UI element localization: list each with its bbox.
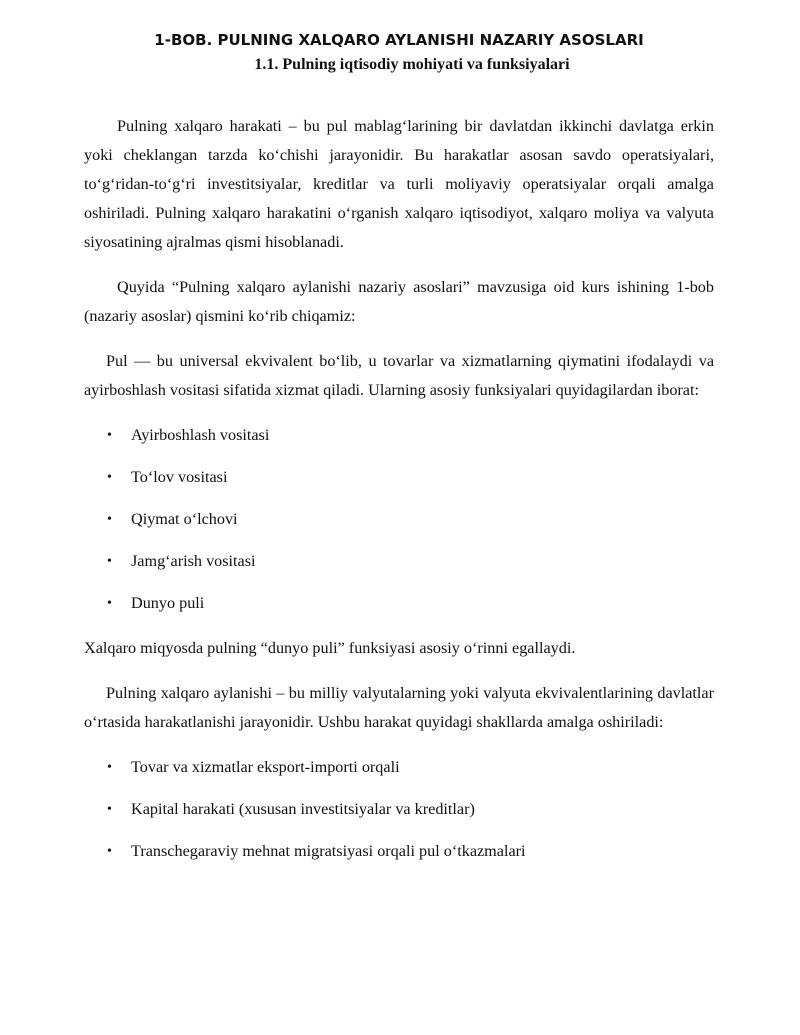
list-item-text: Jamg‘arish vositasi [131, 552, 256, 570]
list-item [84, 837, 714, 866]
bullet-icon: • [107, 470, 112, 485]
list-item [84, 547, 714, 576]
list-item-text: Dunyo puli [131, 594, 205, 612]
section-title: 1.1. Pulning iqtisodiy mohiyati va funksiyalari [254, 56, 570, 73]
bullet-icon: • [107, 512, 112, 527]
functions-list [84, 421, 714, 618]
bullet-icon: • [107, 760, 112, 775]
paragraph-overview: Quyida “Pulning xalqaro aylanishi nazariy asoslari” mavzusiga oid kurs ishining 1-bob (nazariy asoslar) qismini ko‘rib chiqamiz: [84, 278, 714, 325]
bullet-icon: • [107, 428, 112, 443]
list-item-text: Ayirboshlash vositasi [131, 426, 270, 444]
list-item-text: Tovar va xizmatlar eksport-importi orqali [131, 758, 400, 776]
paragraph-circulation: Pulning xalqaro aylanishi – bu milliy valyutalarning yoki valyuta ekvivalentlarining davlatlar o‘rtasida harakatlanishi jarayonidir. Ushbu harakat quyidagi shakllarda amalga oshiriladi: [84, 684, 714, 731]
bullet-icon: • [107, 596, 112, 611]
list-item [84, 795, 714, 824]
bullet-icon: • [107, 554, 112, 569]
paragraph-money-definition: Pul — bu universal ekvivalent bo‘lib, u tovarlar va xizmatlarning qiymatini ifodalaydi va ayirboshlash vositasi sifatida xizmat qiladi. Ularning asosiy funksiyalari quyidagilardan iborat: [84, 352, 714, 399]
forms-list [84, 753, 714, 866]
list-item [84, 421, 714, 450]
list-item-text: Transchegaraviy mehnat migratsiyasi orqali pul o‘tkazmalari [131, 842, 526, 860]
list-item [84, 589, 714, 618]
list-item-text: To‘lov vositasi [131, 468, 228, 486]
list-item [84, 505, 714, 534]
list-item-text: Kapital harakati (xususan investitsiyalar va kreditlar) [131, 800, 475, 818]
paragraph-intro: Pulning xalqaro harakati – bu pul mablag‘larining bir davlatdan ikkinchi davlatga erkin yoki cheklangan tarzda ko‘chishi jarayonidir. Bu harakatlar asosan savdo operatsiyalari, to‘g‘ridan-to‘g‘ri investitsiyalar, kreditlar va turli moliyaviy operatsiyalar orqali amalga oshiriladi. Pulning xalqaro harakatini o‘rganish xalqaro iqtisodiyot, xalqaro moliya va valyuta siyosatining ajralmas qismi hisoblanadi. [84, 117, 714, 251]
bullet-icon: • [107, 802, 112, 817]
list-item [84, 463, 714, 492]
list-item [84, 753, 714, 782]
list-item-text: Qiymat o‘lchovi [131, 510, 238, 528]
bullet-icon: • [107, 844, 112, 859]
chapter-title: 1-BOB. PULNING XALQARO AYLANISHI NAZARIY ASOSLARI [154, 31, 644, 49]
paragraph-world-money: Xalqaro miqyosda pulning “dunyo puli” funksiyasi asosiy o‘rinni egallaydi. [84, 639, 576, 657]
